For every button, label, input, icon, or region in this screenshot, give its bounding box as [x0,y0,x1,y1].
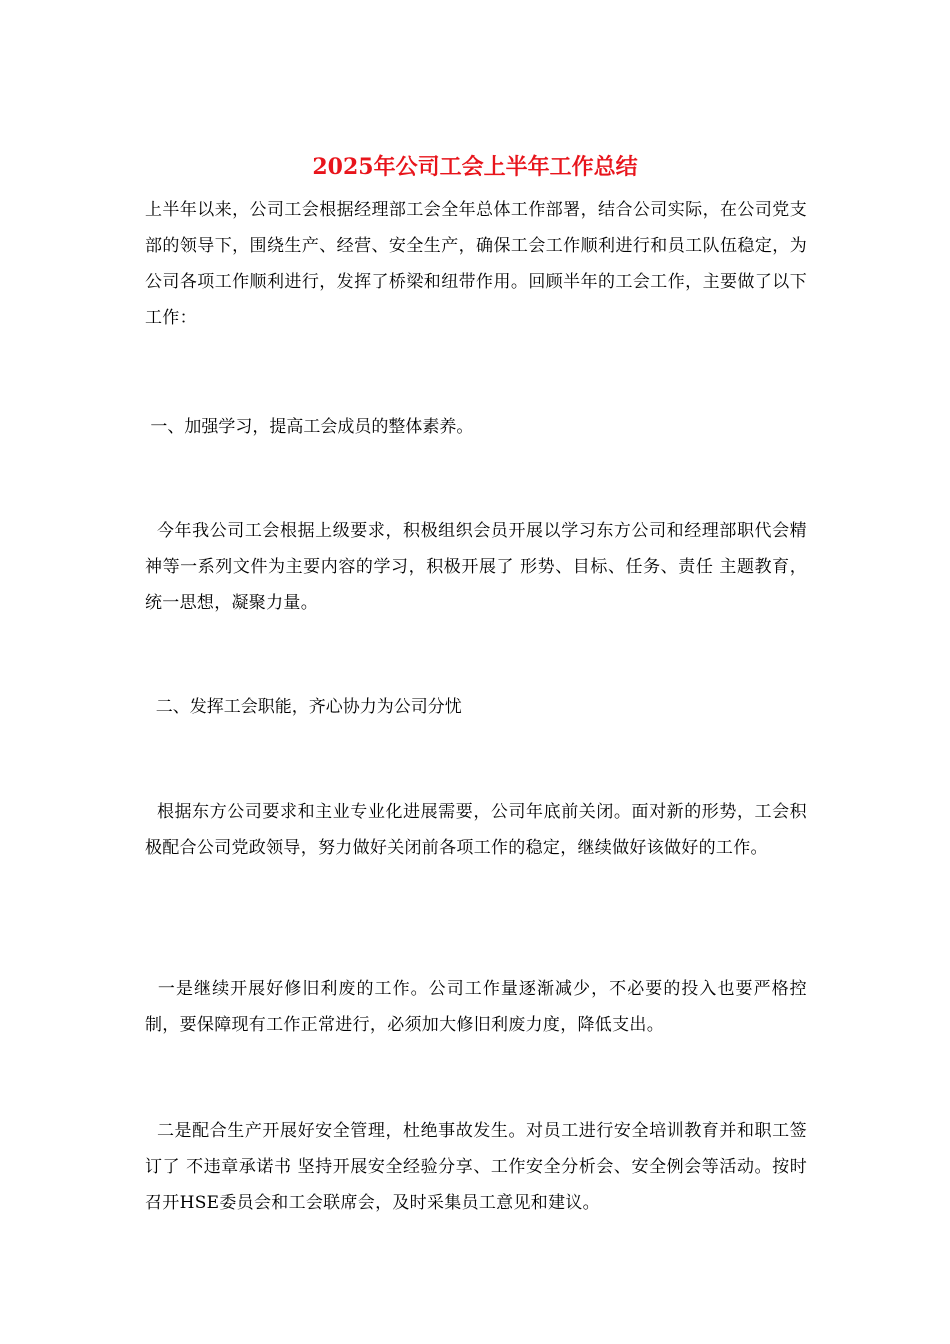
section2-heading: 二、发挥工会职能，齐心协力为公司分忧 [145,697,462,717]
section1-body: 今年我公司工会根据上级要求，积极组织会员开展以学习东方公司和经理部职代会精神等一系列文件为主要内容的学习，积极开展了 形势、目标、任务、责任 主题教育，统一思想，凝聚力量。 [145,521,807,613]
item2-paragraph: 二是配合生产开展好安全管理，杜绝事故发生。对员工进行安全培训教育并和职工签订了 不违章承诺书 坚持开展安全经验分享、工作安全分析会、安全例会等活动。按时召开HSE委员会和工会联席会，及时采集员工意见和建议。 [145,1121,807,1213]
document-title: 2025年公司工会上半年工作总结 [312,154,638,180]
item1-paragraph: 一是继续开展好修旧利废的工作。公司工作量逐渐减少，不必要的投入也要严格控制，要保障现有工作正常进行，必须加大修旧利废力度，降低支出。 [145,979,807,1035]
section2-body: 根据东方公司要求和主业专业化进展需要，公司年底前关闭。面对新的形势，工会积极配合公司党政领导，努力做好关闭前各项工作的稳定，继续做好该做好的工作。 [145,802,807,858]
intro-paragraph: 上半年以来，公司工会根据经理部工会全年总体工作部署，结合公司实际，在公司党支部的领导下，围绕生产、经营、安全生产，确保工会工作顺利进行和员工队伍稳定，为公司各项工作顺利进行，发挥了桥梁和纽带作用。回顾半年的工会工作，主要做了以下工作： [145,200,807,328]
section1-heading: 一、加强学习，提高工会成员的整体素养。 [145,417,474,437]
